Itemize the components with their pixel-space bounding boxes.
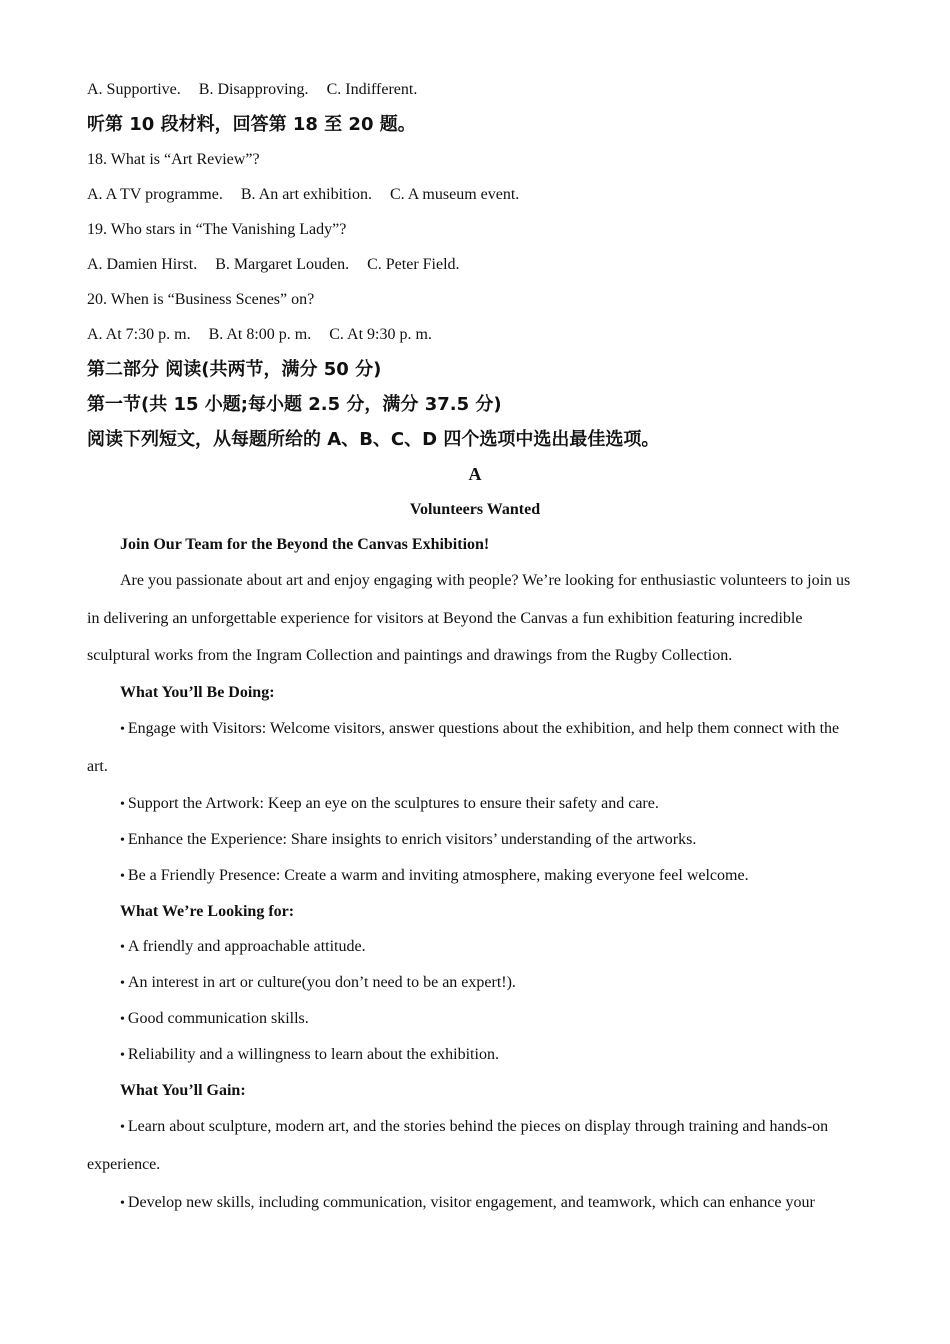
bullet-icon: •	[120, 1011, 125, 1027]
doing-item-text: Be a Friendly Presence: Create a warm and inviting atmosphere, making everyone feel welcome.	[127, 866, 749, 884]
bullet-icon: •	[120, 796, 125, 812]
passage-letter: A	[468, 464, 482, 484]
gain-item-text: Develop new skills, including communication, visitor engagement, and teamwork, which can enhance your	[127, 1193, 815, 1211]
q20-options	[87, 317, 863, 352]
looking-item	[87, 1001, 863, 1037]
q19-option-c: C. Peter Field.	[367, 256, 460, 273]
passage-intro: Are you passionate about art and enjoy engaging with people? We’re looking for enthusiastic volunteers to join us in delivering an unforgettable experience for visitors at Beyond the Canvas a fun exhibition featuring incredible sculptural works from the Ingram Collection and paintings and drawings from the Rugby Collection.	[87, 572, 851, 664]
looking-item-text: Good communication skills.	[127, 1009, 309, 1027]
bullet-icon: •	[120, 1195, 125, 1211]
q20-option-a: A. At 7:30 p. m.	[87, 326, 191, 343]
q17-options	[87, 72, 863, 107]
q19-option-a: A. Damien Hirst.	[87, 256, 198, 273]
doing-item	[87, 858, 863, 894]
q18-options	[87, 177, 863, 212]
part-two-header: 第二部分 阅读(共两节，满分 50 分)	[87, 359, 382, 380]
q17-option-a: A. Supportive.	[87, 81, 181, 98]
q19-option-b: B. Margaret Louden.	[215, 256, 350, 273]
q19-options	[87, 247, 863, 282]
doing-item-text: Support the Artwork: Keep an eye on the sculptures to ensure their safety and care.	[127, 794, 659, 812]
bullet-icon: •	[120, 975, 125, 991]
q18-option-a: A. A TV programme.	[87, 186, 223, 203]
q20-option-b: B. At 8:00 p. m.	[208, 326, 312, 343]
passage-title: Volunteers Wanted	[409, 501, 541, 518]
doing-item	[87, 786, 863, 822]
looking-item	[87, 929, 863, 965]
looking-item-text: Reliability and a willingness to learn about the exhibition.	[127, 1045, 499, 1063]
doing-item-text: Enhance the Experience: Share insights to enrich visitors’ understanding of the artworks.	[127, 830, 697, 848]
q19-question: 19. Who stars in “The Vanishing Lady”?	[87, 221, 347, 238]
bullet-icon: •	[120, 1047, 125, 1063]
q18-question: 18. What is “Art Review”?	[87, 151, 260, 168]
bullet-icon: •	[120, 868, 125, 884]
passage-subtitle: Join Our Team for the Beyond the Canvas Exhibition!	[120, 536, 490, 553]
reading-instructions: 阅读下列短文，从每题所给的 A、B、C、D 四个选项中选出最佳选项。	[87, 429, 660, 450]
bullet-icon: •	[120, 721, 125, 737]
doing-item-text: Engage with Visitors: Welcome visitors, answer questions about the exhibition, and help them connect with the art.	[87, 719, 840, 775]
q17-option-c: C. Indifferent.	[326, 81, 418, 98]
doing-heading: What You’ll Be Doing:	[120, 683, 275, 701]
listening-section-header: 听第 10 段材料，回答第 18 至 20 题。	[87, 114, 416, 135]
section-one-header: 第一节(共 15 小题;每小题 2.5 分，满分 37.5 分)	[87, 394, 502, 415]
doing-item	[87, 822, 863, 858]
document-page	[87, 72, 863, 1222]
looking-item-text: A friendly and approachable attitude.	[127, 937, 366, 955]
gain-item-text: Learn about sculpture, modern art, and the stories behind the pieces on display through training and hands-on experience.	[87, 1117, 829, 1173]
doing-item	[87, 710, 863, 786]
looking-heading: What We’re Looking for:	[120, 902, 295, 920]
q20-question: 20. When is “Business Scenes” on?	[87, 291, 315, 308]
q20-option-c: C. At 9:30 p. m.	[329, 326, 432, 343]
gain-item	[87, 1108, 863, 1184]
bullet-icon: •	[120, 939, 125, 955]
q17-option-b: B. Disapproving.	[198, 81, 309, 98]
q18-option-b: B. An art exhibition.	[240, 186, 372, 203]
looking-item	[87, 965, 863, 1001]
looking-item-text: An interest in art or culture(you don’t need to be an expert!).	[127, 973, 516, 991]
bullet-icon: •	[120, 832, 125, 848]
bullet-icon: •	[120, 1119, 125, 1135]
gain-item	[87, 1184, 863, 1223]
q18-option-c: C. A museum event.	[389, 186, 520, 203]
gain-heading: What You’ll Gain:	[120, 1081, 246, 1099]
looking-item	[87, 1037, 863, 1073]
